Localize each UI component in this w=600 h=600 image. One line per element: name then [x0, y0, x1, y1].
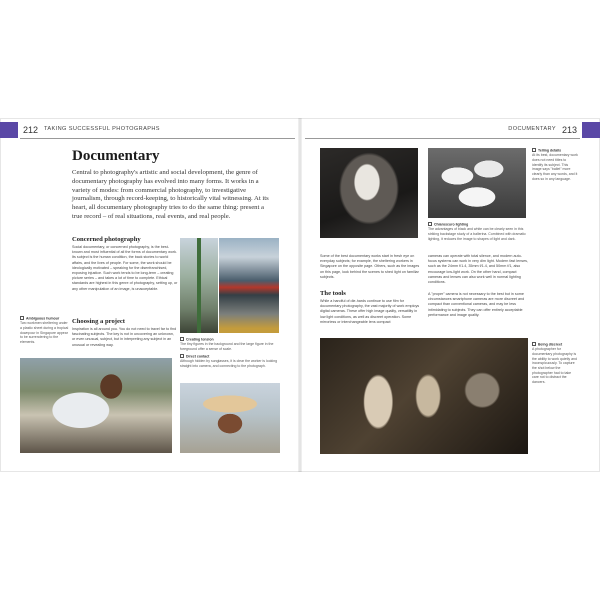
caption-text: The advantages of black and white can be clearly seen in this striking backstage study of a ballerina. Combined with dramatic lighting, it reduces the image to shapes of light and dark. — [428, 227, 526, 241]
caption-text: The tiny figures in the background and the large figure in the foreground offer a sense of scale. — [180, 342, 274, 351]
caption-text: At its best, documentary work does not need titles to identify its subject. This image says "ballet" more clearly than any words, and it does so in any language. — [532, 153, 578, 181]
caption-marker-icon — [532, 148, 536, 152]
caption-direct-contact — [180, 354, 280, 369]
photo-sheltering-workmen — [20, 358, 172, 453]
body-continued-2: A "proper" camera is not necessary to the best but in some circumstances smartphone cameras are more discreet and compact than conventional cameras, and may be less intimidating to subjects. They can offer entirely acceptable performance and image quality. — [428, 292, 525, 317]
body-concerned-photography: Social documentary, or concerned photography, is the best-known and most influential of all the forms of documentary work. Its subject is the human condition, the back stories to world affairs, and the lives of people. For some, the work should be ideologically motivated – speaking for the disenfranchised, exposing injustice. Such work tends to be long-term – creating picture series – and takes a lot of time to complete. Ethical standards are highest in this genre of photography, setting up, or any other manipulation of an image, is unacceptable. — [72, 245, 178, 291]
page-number-left: 212 — [23, 125, 39, 135]
caption-title: Being discreet — [538, 342, 563, 347]
caption-creating-tension — [180, 337, 280, 352]
heading-concerned-photography: Concerned photography — [72, 236, 141, 243]
caption-title: Creating tension — [186, 337, 214, 342]
header-rule-left — [20, 138, 295, 139]
chapter-tab-left — [0, 122, 18, 138]
heading-the-tools: The tools — [320, 290, 346, 297]
photo-bw-ballerina — [320, 148, 418, 238]
body-the-tools: While a handful of die-hards continue to use film for documentary photography, the vast majority of work employs digital cameras. These offer high image quality, versatility in low light conditions, as well as discreet operation. Some mirrorless or interchangeable lens compact — [320, 299, 420, 324]
intro-paragraph: Central to photography's artistic and social development, the genre of documentary photography has evolved into many forms. It works in a variety of modes: from commercial photography, to investigative journalism, through record-keeping, to historically vital witnessing. At its heart, all documentary photography tries to do the same thing: present a true record – of real situations, real events, and real people. — [72, 169, 269, 220]
caption-chiaroscuro — [428, 222, 528, 241]
photo-ballet-backstage — [320, 338, 528, 454]
heading-choosing-project: Choosing a project — [72, 318, 125, 325]
photo-dockworkers — [219, 238, 279, 333]
caption-being-discreet — [532, 342, 578, 385]
caption-telling-details — [532, 148, 578, 181]
caption-title: Ambiguous humour — [26, 316, 60, 321]
body-continued: cameras can operate with total silence, and modern auto-focus systems can work in very dim light. Modern fast lenses, such as the 24mm f/1.4, 35mm f/1.4, and 50mm f/1, also encourage low-light work. On the other hand, compact cameras and lenses can also work well in normal lighting conditions. — [428, 254, 529, 285]
chapter-tab-right — [582, 122, 600, 138]
caption-marker-icon — [180, 354, 184, 358]
caption-marker-icon — [20, 316, 24, 320]
caption-title: Chiaroscuro lighting — [434, 222, 469, 227]
running-head-left: TAKING SUCCESSFUL PHOTOGRAPHS — [44, 126, 160, 132]
header-rule-right — [305, 138, 580, 139]
caption-text: Although hidden by sunglasses, it is clear the worker is looking straight into camera, and connecting to the photograph. — [180, 359, 278, 368]
photo-worker-hat — [180, 383, 280, 453]
caption-marker-icon — [180, 337, 184, 341]
body-intro-right: Some of the best documentary works start in fresh eye on everyday subjects; for example, the sheltering workers in Singapore on the opposite page. Others, such as the images on this page, look behind the scenes to shed light on familiar subjects. — [320, 254, 420, 279]
page-title: Documentary — [72, 148, 160, 164]
book-spread — [0, 118, 600, 472]
caption-marker-icon — [532, 342, 536, 346]
caption-text: Two workmen sheltering under a plastic sheet during a tropical downpour in Singapore appear to be surrendering to the elements. — [20, 321, 69, 345]
caption-title: Direct contact — [186, 354, 210, 359]
book-gutter — [298, 118, 302, 472]
body-choosing-project: Inspiration is all around you. You do not need to travel far to find fascinating subjects. The key is not in uncovering an unknown, or even unusual, subject, but in interpreting any subject in an unusual or revealing way. — [72, 327, 177, 347]
photo-ballet-shoes — [428, 148, 526, 218]
caption-marker-icon — [428, 222, 432, 226]
caption-text: A photographer for documentary photography is the ability to work quietly and inconspicuously. To capture the shot below the photographer had to take care not to distract the dancers. — [532, 347, 577, 385]
caption-ambiguous-humour — [20, 316, 70, 345]
caption-title: Telling details — [538, 148, 562, 153]
running-head-right: DOCUMENTARY — [508, 126, 556, 132]
photo-crane — [180, 238, 218, 333]
page-number-right: 213 — [561, 125, 577, 135]
